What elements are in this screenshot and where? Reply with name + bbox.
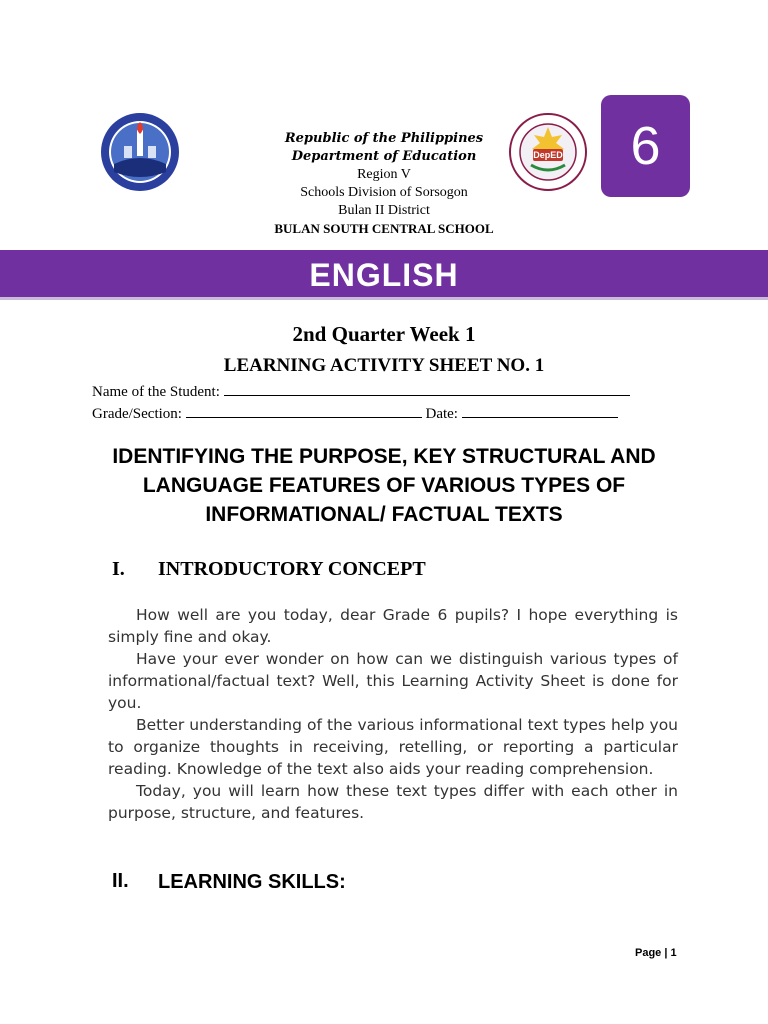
lesson-topic — [60, 442, 708, 529]
quarter-title: 2nd Quarter Week 1 — [292, 322, 476, 346]
department-label: Department of Education — [291, 149, 477, 164]
region-seal-logo — [100, 112, 180, 192]
republic-label: Republic of the Philippines — [284, 131, 484, 146]
school-seal-logo — [509, 113, 587, 191]
seal-right-text: DepED — [533, 150, 563, 160]
grade-section-field[interactable] — [186, 405, 422, 418]
district-label: Bulan II District — [338, 203, 430, 218]
date-field[interactable] — [462, 405, 618, 418]
section-1-title: INTRODUCTORY CONCEPT — [158, 558, 426, 580]
activity-sheet-title: LEARNING ACTIVITY SHEET NO. 1 — [223, 355, 545, 376]
paragraph: Have your ever wonder on how can we distinguish various types of informational/factual text? Well, this Learning Activity Sheet is done for you. — [108, 650, 678, 712]
section-2-number: II. — [112, 870, 129, 892]
introductory-concept-text — [108, 604, 678, 824]
grade-date-row — [92, 405, 618, 423]
region-label: Region V — [357, 167, 411, 182]
grade-section-label: Grade/Section: — [92, 406, 182, 422]
paragraph: Today, you will learn how these text types differ with each other in purpose, structure, and features. — [108, 782, 678, 822]
page-number: Page | 1 — [635, 947, 677, 959]
section-1-number: I. — [112, 558, 125, 580]
paragraph: How well are you today, dear Grade 6 pupils? I hope everything is simply fine and okay. — [108, 606, 678, 646]
student-name-label: Name of the Student: — [92, 384, 220, 400]
school-name: BULAN SOUTH CENTRAL SCHOOL — [274, 221, 494, 236]
topic-line-3: INFORMATIONAL/ FACTUAL TEXTS — [205, 503, 563, 526]
division-label: Schools Division of Sorsogon — [300, 185, 468, 200]
section-2-title: LEARNING SKILLS: — [158, 871, 346, 893]
student-name-field[interactable] — [224, 383, 630, 396]
paragraph: Better understanding of the various informational text types help you to organize thoughts in receiving, retelling, or reporting a particular reading. Knowledge of the text also aids your reading comprehension. — [108, 716, 678, 778]
grade-badge: 6 — [601, 95, 690, 197]
student-name-row — [92, 383, 630, 401]
subject-banner: ENGLISH — [0, 250, 768, 300]
topic-line-2: LANGUAGE FEATURES OF VARIOUS TYPES OF — [142, 474, 626, 497]
date-label: Date: — [425, 406, 458, 422]
topic-line-1: IDENTIFYING THE PURPOSE, KEY STRUCTURAL AND — [112, 445, 656, 468]
